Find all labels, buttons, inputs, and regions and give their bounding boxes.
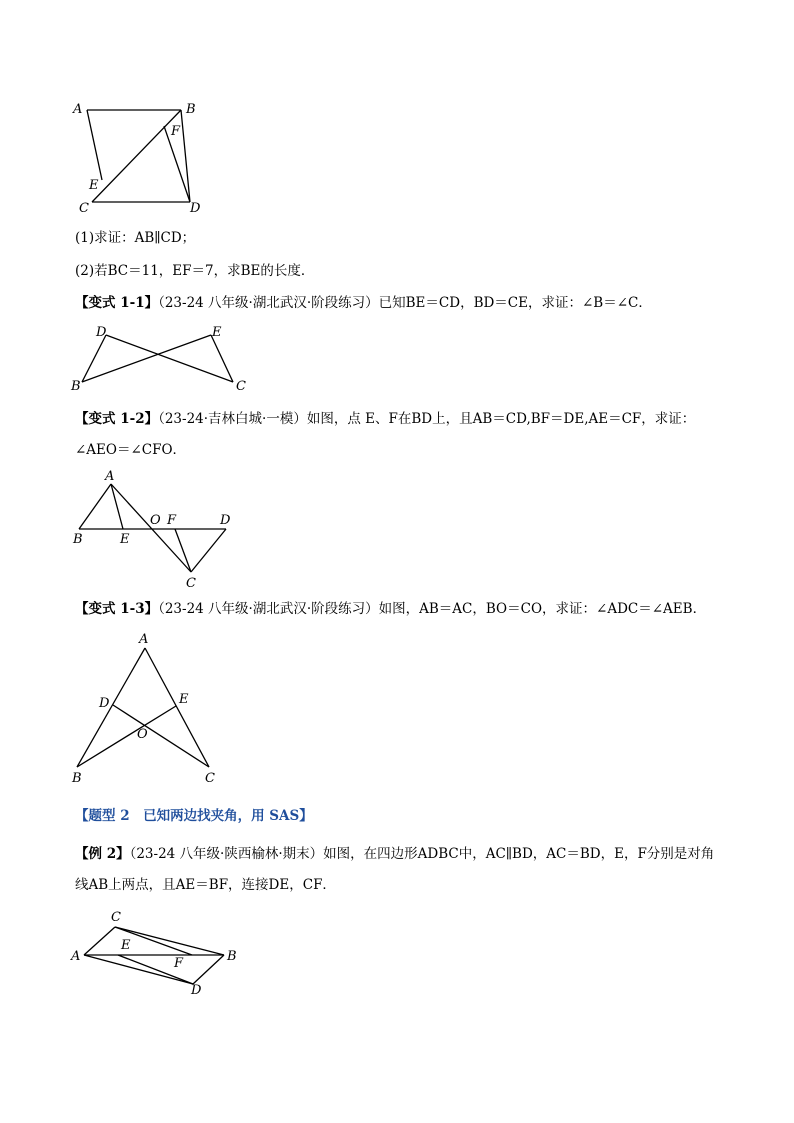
fig5-label-d: D <box>191 983 202 998</box>
fig1-label-d: D <box>190 201 201 216</box>
fig2-label-b: B <box>71 379 81 394</box>
fig5-label-e: E <box>121 938 131 953</box>
fig1-label-f: F <box>171 124 181 139</box>
fig4-label-b: B <box>72 771 82 786</box>
fig1-line-bc <box>92 110 181 202</box>
fig4-label-c: C <box>205 771 215 786</box>
question-part-2: (2)若BC＝11，EF＝7，求BE的长度． <box>75 263 315 279</box>
fig3-label-e: E <box>120 532 130 547</box>
variant-1-1 <box>75 294 652 312</box>
fig3-line-ab <box>79 484 111 529</box>
fig1-label-b: B <box>186 102 196 117</box>
example-2-line-2: 线AB上两点，且AE＝BF，连接DE，CF． <box>75 877 336 893</box>
example-2 <box>75 845 714 863</box>
fig5-label-b: B <box>227 949 237 964</box>
fig5-line-cb <box>115 927 224 955</box>
fig4-label-a: A <box>139 632 149 647</box>
fig2-label-c: C <box>236 379 246 394</box>
fig3-label-c: C <box>186 576 196 591</box>
section-heading-type-2: 【题型 2 已知两边找夹角，用 SAS】 <box>75 808 313 824</box>
question-part-1: (1)求证：AB∥CD； <box>75 230 196 246</box>
fig3-label-d: D <box>220 513 231 528</box>
fig4-label-o: O <box>137 727 148 742</box>
fig5-line-ac <box>84 927 115 955</box>
variant-1-1-text: （23-24 八年级·湖北武汉·阶段练习）已知BE＝CD，BD＝CE，求证：∠B＝∠C． <box>158 295 652 311</box>
fig4-line-ac <box>145 648 209 767</box>
fig3-label-b: B <box>73 532 83 547</box>
fig5-label-a: A <box>71 949 81 964</box>
fig5-line-db <box>193 955 224 984</box>
fig2-label-e: E <box>212 325 222 340</box>
fig4-label-e: E <box>179 692 189 707</box>
fig1-label-e: E <box>89 178 99 193</box>
example-2-tag: 【例 2】 <box>75 846 130 862</box>
fig1-label-a: A <box>73 102 83 117</box>
variant-1-2 <box>75 410 695 428</box>
fig3-label-o: O <box>150 513 161 528</box>
variant-1-3-text: （23-24 八年级·湖北武汉·阶段练习）如图，AB＝AC，BO＝CO，求证：∠ADC＝∠AEB． <box>158 601 707 617</box>
fig5-label-c: C <box>111 910 121 925</box>
variant-1-2-text: （23-24·吉林白城·一模）如图，点 E、F在BD上，且AB＝CD,BF＝DE,AE＝CF，求证： <box>158 411 696 427</box>
fig3-line-cd <box>191 529 226 572</box>
fig3-label-f: F <box>167 513 177 528</box>
fig3-line-cf <box>175 529 191 572</box>
variant-1-2-tag: 【变式 1-2】 <box>75 411 159 427</box>
variant-1-3-tag: 【变式 1-3】 <box>75 601 159 617</box>
fig5-label-f: F <box>174 956 184 971</box>
fig4-line-ab <box>77 648 145 767</box>
fig1-label-c: C <box>79 201 89 216</box>
fig2-label-d: D <box>96 325 107 340</box>
variant-1-3 <box>75 600 706 618</box>
fig1-line-ae <box>87 110 102 180</box>
example-2-text: （23-24 八年级·陕西榆林·期末）如图，在四边形ADBC中，AC∥BD，AC＝BD，E，F分别是对角 <box>129 846 715 862</box>
fig3-label-a: A <box>105 469 115 484</box>
fig4-label-d: D <box>99 696 110 711</box>
fig2-line-be <box>82 335 211 382</box>
variant-1-2-line-2: ∠AEO＝∠CFO． <box>75 442 187 458</box>
variant-1-1-tag: 【变式 1-1】 <box>75 295 159 311</box>
